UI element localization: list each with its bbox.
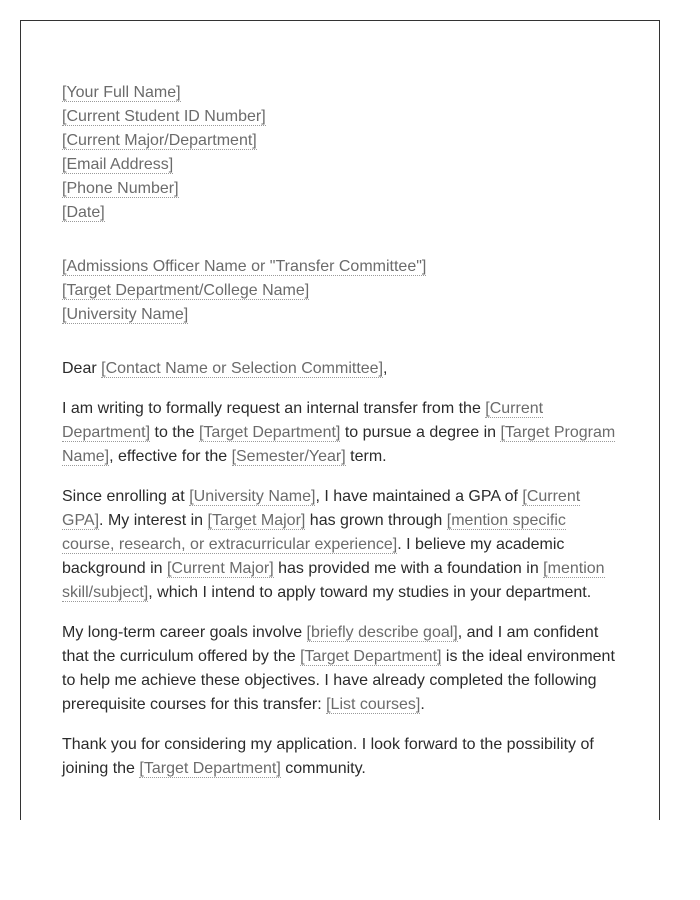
letter-page: [20, 20, 660, 820]
sender-email: [Email Address]: [62, 156, 174, 173]
p3-placeholder-2: [Target Department]: [300, 648, 442, 665]
salutation: [62, 357, 622, 381]
p3-placeholder-1: [briefly describe goal]: [306, 624, 458, 641]
p1-text-4: , effective for the: [109, 448, 232, 465]
p4-placeholder-1: [Target Department]: [139, 760, 281, 777]
p1-text-5: term.: [345, 448, 387, 465]
p2-placeholder-3: [Target Major]: [207, 512, 306, 529]
p2-text-5: . I believe my academic background in: [62, 536, 565, 577]
p2-placeholder-5: [Current Major]: [166, 560, 274, 577]
p1-text-1: I am writing to formally request an internal transfer from the: [62, 400, 486, 417]
p2-text-4: has grown through: [305, 512, 447, 529]
sender-date: [Date]: [62, 204, 105, 221]
p3-text-1: My long-term career goals involve: [62, 624, 307, 641]
salutation-prefix: Dear: [62, 360, 102, 377]
paragraph-3: [62, 621, 622, 717]
salutation-name: [Contact Name or Selection Committee]: [101, 360, 384, 377]
sender-major: [Current Major/Department]: [62, 132, 257, 149]
paragraph-1: [62, 397, 622, 469]
p1-placeholder-4: [Semester/Year]: [231, 448, 346, 465]
p2-placeholder-1: [University Name]: [189, 488, 316, 505]
sender-full-name: [Your Full Name]: [62, 84, 181, 101]
p2-text-2: , I have maintained a GPA of: [315, 488, 523, 505]
p3-placeholder-3: [List courses]: [326, 696, 421, 713]
p3-text-4: .: [420, 696, 425, 713]
p2-placeholder-4: [mention specific course, research, or extracurricular experience]: [62, 512, 566, 553]
p2-placeholder-6: [mention skill/subject]: [62, 560, 605, 601]
p2-text-1: Since enrolling at: [62, 488, 190, 505]
sender-phone: [Phone Number]: [62, 180, 179, 197]
sender-block: [62, 81, 622, 225]
recipient-university: [University Name]: [62, 306, 189, 323]
paragraph-4: [62, 733, 622, 781]
p2-text-3: . My interest in: [99, 512, 208, 529]
letter-body: [62, 81, 622, 781]
p3-text-3: is the ideal environment to help me achieve these objectives. I have already completed the following prerequisite courses for this transfer:: [62, 648, 615, 713]
paragraph-2: [62, 485, 622, 605]
p4-text-1: Thank you for considering my application. I look forward to the possibility of joining the: [62, 736, 594, 777]
p1-text-3: to pursue a degree in: [340, 424, 501, 441]
salutation-suffix: ,: [383, 360, 388, 377]
p1-text-2: to the: [150, 424, 199, 441]
recipient-department: [Target Department/College Name]: [62, 282, 310, 299]
p2-text-7: , which I intend to apply toward my studies in your department.: [148, 584, 592, 601]
p2-placeholder-2: [Current GPA]: [62, 488, 581, 529]
p3-text-2: , and I am confident that the curriculum offered by the: [62, 624, 599, 665]
p1-placeholder-2: [Target Department]: [198, 424, 341, 441]
sender-student-id: [Current Student ID Number]: [62, 108, 266, 125]
p1-placeholder-3: [Target Program Name]: [62, 424, 616, 465]
p1-placeholder-1: [Current Department]: [62, 400, 544, 441]
p4-text-2: community.: [280, 760, 366, 777]
recipient-officer: [Admissions Officer Name or "Transfer Committee"]: [62, 258, 427, 275]
p2-text-6: has provided me with a foundation in: [273, 560, 544, 577]
recipient-block: [62, 255, 622, 327]
